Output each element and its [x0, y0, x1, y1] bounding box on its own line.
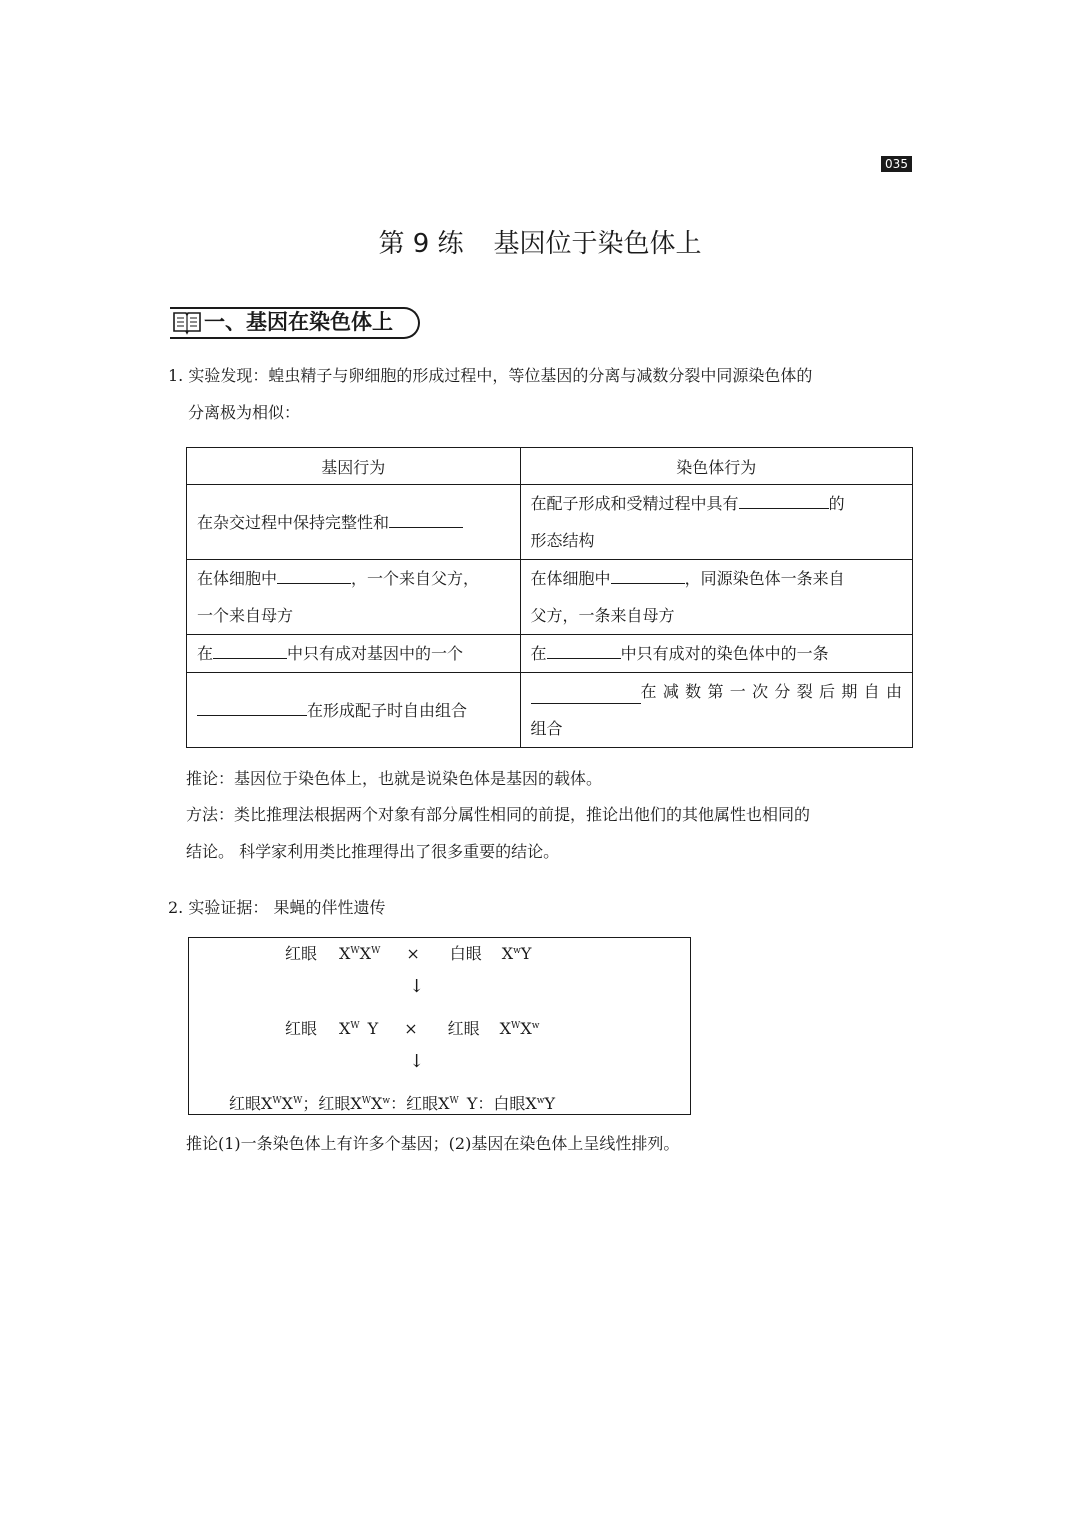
- cell-text: 在: [530, 644, 547, 663]
- cross-f1-row: 红眼 $X^W$ Y × 红眼 $X^WX^w$: [285, 1019, 540, 1038]
- cell-text: 在杂交过程中保持完整性和: [197, 512, 390, 532]
- method: [186, 796, 916, 870]
- down-arrow-icon: ↓: [409, 976, 425, 997]
- item-1-line2: 分离极为相似：: [188, 403, 301, 422]
- table-header-row: [187, 448, 913, 485]
- cell-text: 形态结构: [530, 531, 595, 550]
- cell-text: 的: [828, 494, 845, 513]
- cell-text: ，一个来自父方，: [351, 569, 480, 588]
- item-1-line1: 1. 实验发现：蝗虫精子与卵细胞的形成过程中，等位基因的分离与减数分裂中同源染色体的: [168, 366, 813, 385]
- cross-parental-row: 红眼 $X^WX^W$ × 白眼 $X^wY$: [285, 944, 532, 963]
- table-row: [187, 673, 913, 748]
- cell-text: 在减数第一次分裂后期自由: [640, 682, 902, 701]
- cell-text: 在配子形成和受精过程中具有: [530, 494, 739, 513]
- answer-blank[interactable]: [197, 697, 307, 716]
- gene-chromosome-table: [186, 447, 913, 748]
- table-row: [187, 485, 913, 560]
- title-number: 第 9 练: [378, 229, 464, 259]
- method-line1: 方法：类比推理法根据两个对象有部分属性相同的前提，推论出他们的其他属性也相同的: [186, 805, 811, 824]
- page-number: 035: [881, 156, 912, 172]
- inference-2: 推论(1)一条染色体上有许多个基因；(2)基因在染色体上呈线性排列。: [186, 1134, 680, 1153]
- header-gene-behavior: 基因行为: [187, 448, 521, 485]
- cross-diagram: [188, 937, 691, 1115]
- cell-text: 中只有成对基因中的一个: [287, 644, 464, 663]
- inference-1: 推论：基因位于染色体上，也就是说染色体是基因的载体。: [186, 769, 603, 788]
- section-label: 一、基因在染色体上: [204, 310, 393, 334]
- cell-text: ，同源染色体一条来自: [684, 569, 845, 588]
- cross-f2-row: 红眼$X^WX^W$；红眼$X^WX^w$：红眼$X^W$ Y：白眼$X^wY$: [229, 1094, 556, 1113]
- cell-text: 在体细胞中: [197, 569, 278, 588]
- answer-blank[interactable]: [389, 509, 463, 528]
- title-text: 基因位于染色体上: [493, 229, 702, 259]
- method-line2: 结论。 科学家利用类比推理得出了很多重要的结论。: [186, 842, 560, 861]
- cell-text: 一个来自母方: [197, 606, 294, 625]
- open-book-icon: [172, 309, 202, 335]
- cell-text: 在形成配子时自由组合: [307, 700, 468, 720]
- answer-blank[interactable]: [547, 640, 621, 659]
- cell-text: 中只有成对的染色体中的一条: [620, 644, 829, 663]
- down-arrow-icon: ↓: [409, 1051, 425, 1072]
- cell-text: 在: [197, 644, 214, 663]
- answer-blank[interactable]: [739, 490, 829, 509]
- answer-blank[interactable]: [213, 640, 287, 659]
- item-1: [168, 357, 918, 431]
- table-row: [187, 635, 913, 673]
- answer-blank[interactable]: [611, 565, 685, 584]
- header-chromosome-behavior: 染色体行为: [520, 448, 912, 485]
- answer-blank[interactable]: [531, 685, 641, 704]
- page-title: [0, 226, 1080, 262]
- cell-text: 在体细胞中: [530, 569, 611, 588]
- cell-text: 组合: [530, 719, 563, 738]
- cell-text: 父方，一条来自母方: [530, 606, 675, 625]
- item-2: 2. 实验证据： 果蝇的伴性遗传: [168, 898, 386, 917]
- section-heading: [170, 307, 428, 337]
- answer-blank[interactable]: [277, 565, 351, 584]
- table-row: [187, 560, 913, 635]
